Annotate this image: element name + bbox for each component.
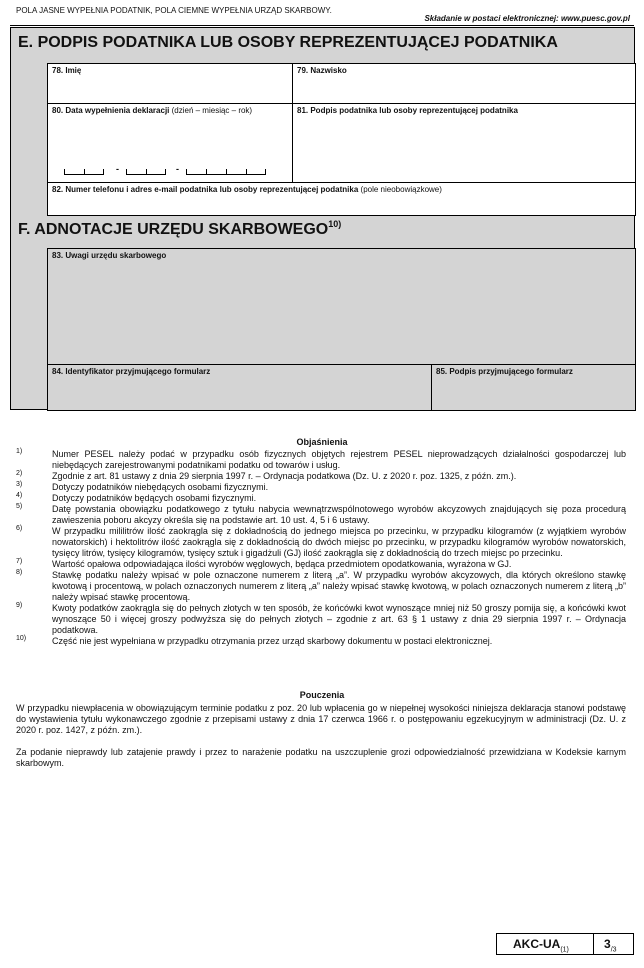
explanation-item: 5) Datę powstania obowiązku podatkowego z tytułu nabycia wewnątrzwspólnotowego wyrobów akcyzowych znajdujących się poza procedurą zawieszenia poboru akcyzy określa się na podstawie art. 10 ust. 4, 5 i 6 ustawy.: [16, 503, 626, 525]
explanation-item: 7) Wartość opałowa odpowiadająca ilości wyrobów węglowych, będąca przedmiotem opodatkowania, wyrażona w GJ.: [16, 558, 512, 569]
section-f-title-text: F. ADNOTACJE URZĘDU SKARBOWEGO: [18, 221, 329, 238]
field-83-office-remarks: [47, 248, 636, 365]
explanation-item: 2) Zgodnie z art. 81 ustawy z dnia 29 sierpnia 1997 r. – Ordynacja podatkowa (Dz. U. z 2020 r. poz. 1325, z późn. zm.).: [16, 470, 517, 481]
date-year-box[interactable]: [186, 161, 266, 175]
explanation-item: 3) Dotyczy podatników niebędących osobami fizycznymi.: [16, 481, 269, 492]
date-month-box[interactable]: [126, 161, 166, 175]
field-79-last-name[interactable]: [292, 63, 636, 104]
section-e-title: E. PODPIS PODATNIKA LUB OSOBY REPREZENTUJĄCEJ PODATNIKA: [18, 34, 558, 51]
explanation-item: 8) Stawkę podatku należy wpisać w pole oznaczone numerem z literą „a”. W przypadku wyrobów akcyzowych, dla których określono stawkę kwotową i procentową, w polach oznaczonych numerem z literą „a” należy wpisać stawkę kwotową, w polach oznaczonych numerem z literą „b” należy wpisać stawkę procentową.: [16, 569, 626, 602]
form-sections: [10, 27, 635, 410]
form-version: (1): [560, 946, 569, 954]
explanation-item: 9) Kwoty podatków zaokrągla się do pełnych złotych w ten sposób, że końcówki kwot wynoszące mniej niż 50 groszy pomija się, a końcówki kwot wynoszące 50 i więcej groszy podwyższa się do pełnych złotych – zgodnie z art. 63 § 1 ustawy z dnia 29 sierpnia 1997 r. – Ordynacja podatkowa.: [16, 602, 626, 635]
section-f-footnote-ref: 10): [328, 219, 342, 229]
explanation-item: 6) W przypadku mililitrów ilość zaokrągla się z dokładnością do jednego miejsca po przecinku, w przypadku kilogramów (z wyjątkiem wyrobów nowatorskich) i hektolitrów ilość zaokrągla się z dokładnością do dwóch miejsc po przecinku, w przypadku kilogramów wyrobów nowatorskich, tysięcy litrów, tysięcy kilogramów, tysięcy sztuk i gigadżuli (GJ) ilość zaokrągla się z dokładnością do trzech miejsc po przecinku.: [16, 525, 626, 558]
page-total: /3: [610, 946, 617, 954]
field-78-label: 78. Imię: [52, 66, 82, 75]
field-78-first-name[interactable]: [47, 63, 293, 104]
date-separator: -: [176, 164, 179, 174]
instructions-title: Pouczenia: [299, 690, 345, 700]
form-code-box: [496, 933, 594, 955]
field-85-receiver-signature: [431, 364, 636, 411]
field-83-label: 83. Uwagi urzędu skarbowego: [52, 251, 167, 260]
electronic-submission-note: Składanie w postaci elektronicznej: www.puesc.gov.pl: [424, 14, 630, 23]
field-81-signature[interactable]: [292, 103, 636, 183]
field-80-hint: (dzień – miesiąc – rok): [171, 106, 253, 115]
form-code: AKC-UA: [513, 937, 561, 951]
page-number-box: [593, 933, 634, 955]
field-82-contact[interactable]: [47, 182, 636, 216]
date-separator: -: [116, 164, 119, 174]
explanation-item: 4) Dotyczy podatników będących osobami fizycznymi.: [16, 492, 257, 503]
field-80-label: 80. Data wypełnienia deklaracji: [52, 106, 170, 115]
explanation-item: 10) Część nie jest wypełniana w przypadku otrzymania przez urząd skarbowy dokumentu w postaci elektronicznej.: [16, 635, 493, 646]
field-81-label: 81. Podpis podatnika lub osoby reprezentującej podatnika: [297, 106, 518, 115]
instructions-paragraph-1: W przypadku niewpłacenia w obowiązującym terminie podatku z poz. 20 lub wpłacenia go w niepełnej wysokości niniejsza deklaracja stanowi podstawę do wystawienia tytułu wykonawczego zgodnie z przepisami ustawy z dnia 17 czerwca 1966 r. o postępowaniu egzekucyjnym w administracji (Dz. U. z 2020 r. poz. 1427, z późn. zm.).: [16, 703, 626, 735]
explanations-title: Objaśnienia: [296, 437, 348, 447]
field-80-declaration-date[interactable]: [47, 103, 293, 183]
page-number: 3: [604, 937, 611, 951]
field-85-label: 85. Podpis przyjmującego formularz: [436, 367, 573, 376]
explanations-list: [16, 449, 626, 647]
date-day-box[interactable]: [64, 161, 104, 175]
instructions-paragraph-2: Za podanie nieprawdy lub zatajenie prawdy i przez to narażenie podatku na uszczuplenie grozi odpowiedzialność przewidziana w Kodeksie karnym skarbowym.: [16, 747, 626, 768]
field-84-label: 84. Identyfikator przyjmującego formularz: [52, 367, 211, 376]
explanation-item: 1) Numer PESEL należy podać w przypadku osób fizycznych objętych rejestrem PESEL nieprowadzących działalności gospodarczej lub niebędących zarejestrowanymi podatnikami podatku od towarów i usług.: [16, 448, 626, 470]
header-divider: [10, 25, 634, 26]
field-82-hint: (pole nieobowiązkowe): [360, 185, 442, 194]
field-82-label: 82. Numer telefonu i adres e-mail podatnika lub osoby reprezentującej podatnika: [52, 185, 359, 194]
field-84-receiver-id: [47, 364, 432, 411]
field-79-label: 79. Nazwisko: [297, 66, 347, 75]
section-f-title: [18, 221, 341, 239]
fill-instruction-note: POLA JASNE WYPEŁNIA PODATNIK, POLA CIEMNE WYPEŁNIA URZĄD SKARBOWY.: [16, 6, 332, 15]
